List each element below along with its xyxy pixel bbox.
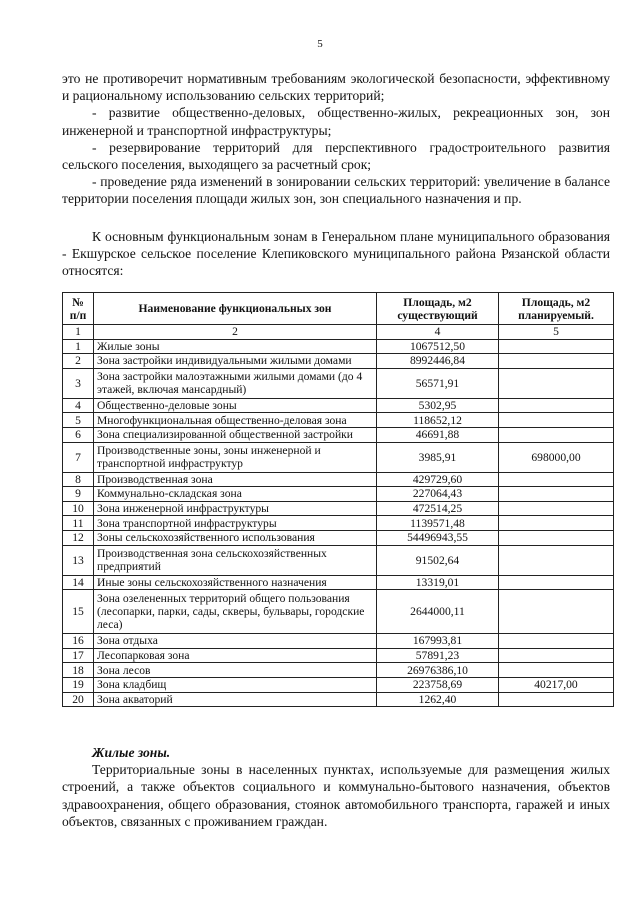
table-row xyxy=(63,398,614,413)
area-planned xyxy=(499,634,614,649)
area-existing: 56571,91 xyxy=(377,368,499,398)
zone-name: Общественно-деловые зоны xyxy=(94,398,377,413)
table-row xyxy=(63,545,614,575)
page-number: 5 xyxy=(317,38,323,50)
table-row xyxy=(63,590,614,634)
table-row xyxy=(63,413,614,428)
section-heading: Жилые зоны. xyxy=(92,745,171,760)
zone-name: Многофункциональная общественно-деловая зона xyxy=(94,413,377,428)
area-planned xyxy=(499,472,614,487)
area-planned xyxy=(499,575,614,590)
zone-name: Иные зоны сельскохозяйственного назначения xyxy=(94,575,377,590)
area-planned xyxy=(499,663,614,678)
row-number: 19 xyxy=(63,677,94,692)
table-row xyxy=(63,442,614,472)
row-number: 12 xyxy=(63,530,94,545)
index-cell: 1 xyxy=(63,325,94,340)
table-row xyxy=(63,648,614,663)
table-row xyxy=(63,487,614,502)
table-row xyxy=(63,472,614,487)
row-number: 17 xyxy=(63,648,94,663)
area-existing: 91502,64 xyxy=(377,545,499,575)
table-row xyxy=(63,530,614,545)
zone-name: Зона озелененных территорий общего пользования (лесопарки, парки, сады, скверы, бульвары, городские леса) xyxy=(94,590,377,634)
area-existing: 26976386,10 xyxy=(377,663,499,678)
zone-name: Производственные зоны, зоны инженерной и транспортной инфраструктур xyxy=(94,442,377,472)
index-cell: 5 xyxy=(499,325,614,340)
area-existing: 5302,95 xyxy=(377,398,499,413)
intro-line-3: - резервирование территорий для перспективного градостроительного развития сельского поселения, выходящего за расчетный срок; xyxy=(62,139,610,173)
zone-name: Производственная зона xyxy=(94,472,377,487)
row-number: 7 xyxy=(63,442,94,472)
area-planned xyxy=(499,516,614,531)
table-index-row xyxy=(63,325,614,340)
table-row xyxy=(63,634,614,649)
table-row xyxy=(63,368,614,398)
zone-name: Зона специализированной общественной застройки xyxy=(94,427,377,442)
table-row xyxy=(63,575,614,590)
zone-name: Зона акваторий xyxy=(94,692,377,707)
row-number: 20 xyxy=(63,692,94,707)
area-existing: 118652,12 xyxy=(377,413,499,428)
header-num: № п/п xyxy=(63,293,94,325)
zone-name: Коммунально-складская зона xyxy=(94,487,377,502)
area-existing: 227064,43 xyxy=(377,487,499,502)
row-number: 1 xyxy=(63,339,94,354)
zone-name: Зона инженерной инфраструктуры xyxy=(94,501,377,516)
area-existing: 3985,91 xyxy=(377,442,499,472)
area-planned xyxy=(499,692,614,707)
table-row xyxy=(63,339,614,354)
area-planned xyxy=(499,530,614,545)
area-planned xyxy=(499,354,614,369)
area-planned xyxy=(499,487,614,502)
intro-text xyxy=(62,70,610,208)
intro-line-1: это не противоречит нормативным требованиям экологической безопасности, эффективному и рациональному использованию сельских территорий; xyxy=(62,71,610,104)
area-planned xyxy=(499,545,614,575)
area-planned xyxy=(499,590,614,634)
row-number: 14 xyxy=(63,575,94,590)
area-existing: 1067512,50 xyxy=(377,339,499,354)
area-planned: 698000,00 xyxy=(499,442,614,472)
row-number: 4 xyxy=(63,398,94,413)
row-number: 15 xyxy=(63,590,94,634)
row-number: 6 xyxy=(63,427,94,442)
zone-name: Зоны сельскохозяйственного использования xyxy=(94,530,377,545)
area-existing: 1262,40 xyxy=(377,692,499,707)
area-existing: 8992446,84 xyxy=(377,354,499,369)
table-row xyxy=(63,427,614,442)
row-number: 2 xyxy=(63,354,94,369)
area-existing: 46691,88 xyxy=(377,427,499,442)
row-number: 18 xyxy=(63,663,94,678)
row-number: 5 xyxy=(63,413,94,428)
area-existing: 472514,25 xyxy=(377,501,499,516)
area-existing: 1139571,48 xyxy=(377,516,499,531)
area-existing: 2644000,11 xyxy=(377,590,499,634)
area-planned xyxy=(499,413,614,428)
table-intro: К основным функциональным зонам в Генеральном плане муниципального образования - Екшурское сельское поселение Клепиковского муниципального района Рязанской области относятся: xyxy=(62,229,610,279)
area-planned xyxy=(499,501,614,516)
row-number: 13 xyxy=(63,545,94,575)
area-planned xyxy=(499,339,614,354)
table-row xyxy=(63,354,614,369)
header-area-planned: Площадь, м2 планируемый. xyxy=(499,293,614,325)
area-existing: 223758,69 xyxy=(377,677,499,692)
zone-name: Жилые зоны xyxy=(94,339,377,354)
zone-name: Зона лесов xyxy=(94,663,377,678)
zone-name: Лесопарковая зона xyxy=(94,648,377,663)
index-cell: 2 xyxy=(94,325,377,340)
table-row xyxy=(63,677,614,692)
row-number: 16 xyxy=(63,634,94,649)
area-planned xyxy=(499,368,614,398)
zones-table xyxy=(62,292,614,707)
intro-line-2: - развитие общественно-деловых, общественно-жилых, рекреационных зон, зон инженерной и транспортной инфраструктуры; xyxy=(62,105,610,138)
row-number: 11 xyxy=(63,516,94,531)
area-existing: 54496943,55 xyxy=(377,530,499,545)
index-cell: 4 xyxy=(377,325,499,340)
intro-line-4: - проведение ряда изменений в зонировании сельских территорий: увеличение в балансе территории поселения площади жилых зон, зон специального назначения и пр. xyxy=(62,174,610,207)
header-area-existing: Площадь, м2 существующий xyxy=(377,293,499,325)
table-header-row xyxy=(63,293,614,325)
zone-name: Производственная зона сельскохозяйственных предприятий xyxy=(94,545,377,575)
zone-name: Зона отдыха xyxy=(94,634,377,649)
zone-name: Зона кладбищ xyxy=(94,677,377,692)
area-existing: 13319,01 xyxy=(377,575,499,590)
area-existing: 167993,81 xyxy=(377,634,499,649)
zone-name: Зона застройки малоэтажными жилыми домами (до 4 этажей, включая мансардный) xyxy=(94,368,377,398)
zone-name: Зона застройки индивидуальными жилыми домами xyxy=(94,354,377,369)
area-planned: 40217,00 xyxy=(499,677,614,692)
row-number: 3 xyxy=(63,368,94,398)
header-name: Наименование функциональных зон xyxy=(94,293,377,325)
area-existing: 57891,23 xyxy=(377,648,499,663)
area-planned xyxy=(499,427,614,442)
table-row xyxy=(63,516,614,531)
table-row xyxy=(63,663,614,678)
area-planned xyxy=(499,648,614,663)
row-number: 8 xyxy=(63,472,94,487)
zone-name: Зона транспортной инфраструктуры xyxy=(94,516,377,531)
table-row xyxy=(63,692,614,707)
row-number: 10 xyxy=(63,501,94,516)
residential-section xyxy=(62,744,610,830)
table-row xyxy=(63,501,614,516)
area-planned xyxy=(499,398,614,413)
section-text: Территориальные зоны в населенных пунктах, используемые для размещения жилых строений, а также объектов социального и коммунально-бытового назначения, объектов здравоохранения, общего образования, стоянок автомобильного транспорта, гаражей и иных объектов, связанных с проживанием граждан. xyxy=(62,762,610,829)
row-number: 9 xyxy=(63,487,94,502)
area-existing: 429729,60 xyxy=(377,472,499,487)
